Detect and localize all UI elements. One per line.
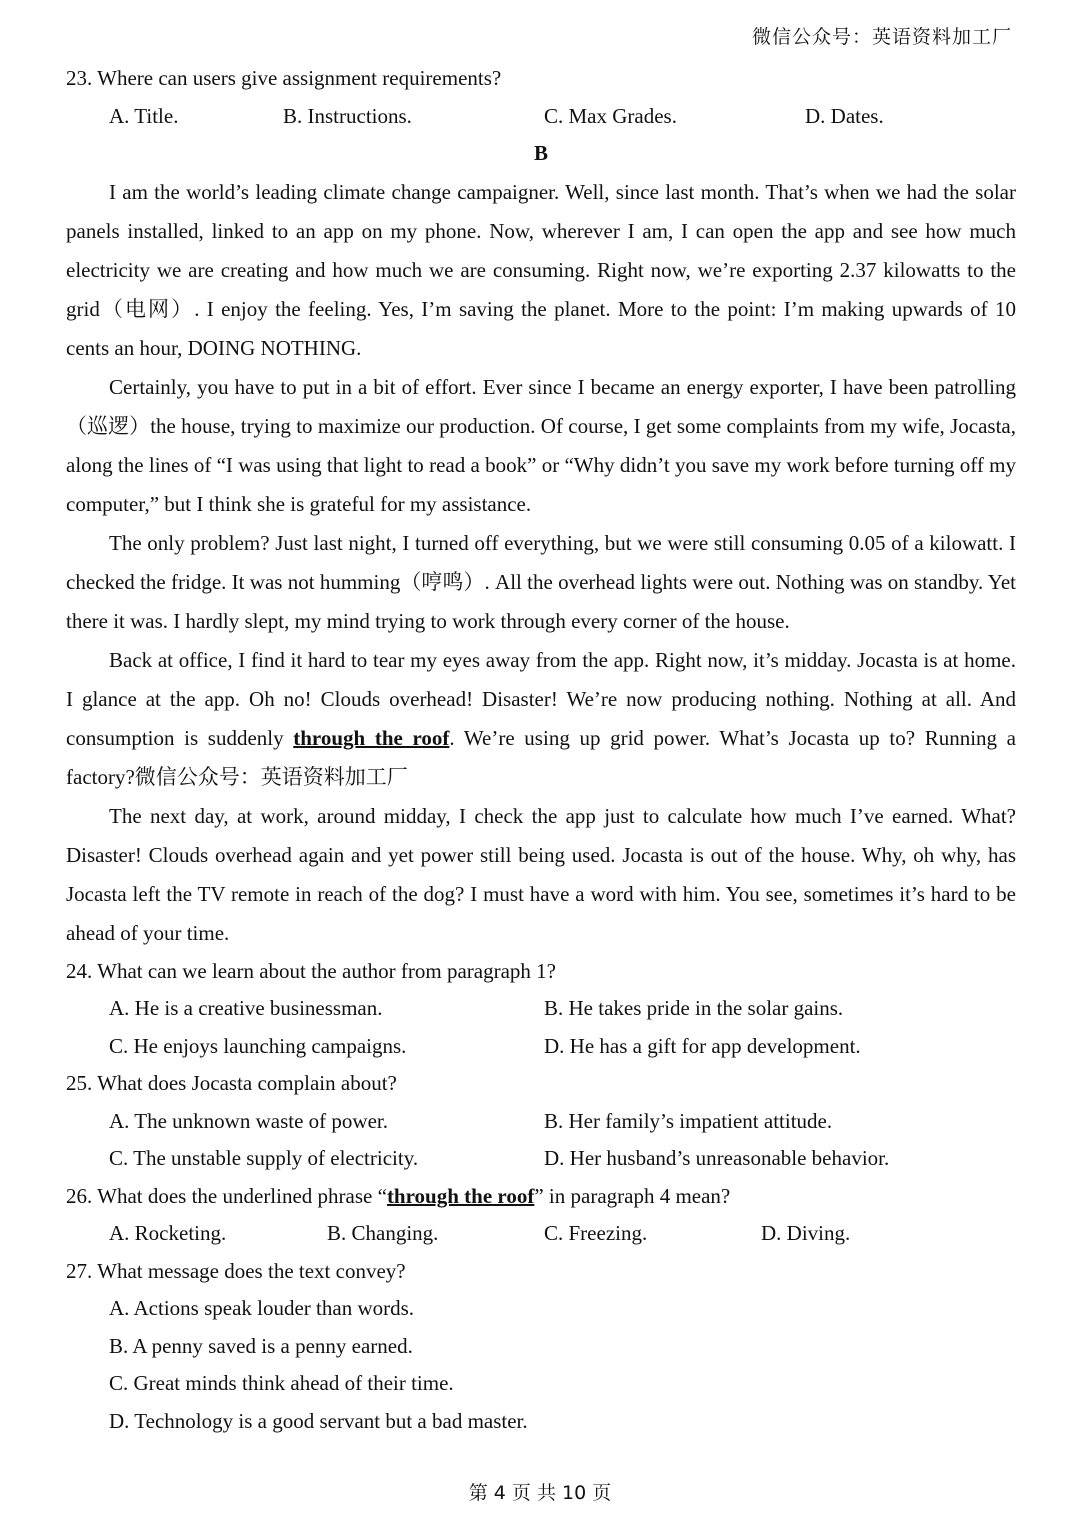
option-d: D. Diving.: [761, 1221, 851, 1245]
question-24-options-row-2: [66, 1028, 1016, 1066]
passage-paragraph-3: The only problem? Just last night, I turned off everything, but we were still consuming 0.05 of a kilowatt. I checked the fridge. It was not humming（哼鸣）. All the overhead lights were out. Nothing was on standby. Yet there it was. I hardly slept, my mind trying to work through every corner of the house.: [66, 530, 1016, 633]
option-b: B. He takes pride in the solar gains.: [544, 996, 844, 1020]
passage-paragraph-2: Certainly, you have to put in a bit of effort. Ever since I became an energy exporter, I have been patrolling（巡逻）the house, trying to maximize our production. Of course, I get some complaints from my wife, Jocasta, along the lines of “I was using that light to read a book” or “Why didn’t you save my work before turning off my computer,” but I think she is grateful for my assistance.: [66, 374, 1016, 516]
option-d: D. He has a gift for app development.: [544, 1033, 861, 1058]
exam-page-content: [66, 60, 1016, 1440]
question-25-options-row-2: [66, 1140, 1016, 1178]
option-c: C. Great minds think ahead of their time.: [109, 1371, 454, 1395]
question-25: 25. What does Jocasta complain about?: [66, 1071, 397, 1095]
passage-paragraph-5: The next day, at work, around midday, I check the app just to calculate how much I’ve earned. What? Disaster! Clouds overhead again and yet power still being used. Jocasta is out of the house. Why, oh why, has Jocasta left the TV remote in reach of the dog? I must have a word with him. You see, sometimes it’s hard to be ahead of your time.: [66, 803, 1016, 945]
underlined-phrase: through the roof: [293, 725, 450, 750]
passage-paragraph-4: [66, 641, 1016, 797]
page-number: 第 4 页 共 10 页: [468, 1482, 612, 1504]
option-d: D. Technology is a good servant but a bad master.: [109, 1408, 528, 1433]
option-c: C. The unstable supply of electricity.: [109, 1146, 419, 1170]
paragraph-4-text-after: . We’re using up grid power. What’s Jocasta up to? Running a factory?微信公众号：英语资料加工厂: [66, 725, 1016, 789]
option-a: A. The unknown waste of power.: [109, 1108, 388, 1133]
option-b: B. Changing.: [327, 1221, 439, 1245]
question-23-options: [66, 98, 1016, 136]
passage-paragraph-1: I am the world’s leading climate change campaigner. Well, since last month. That’s when we had the solar panels installed, linked to an app on my phone. Now, wherever I am, I can open the app and see how much electricity we are creating and how much we are consuming. Right now, we’re exporting 2.37 kilowatts to the grid（电网）. I enjoy the feeling. Yes, I’m saving the planet. More to the point: I’m making upwards of 10 cents an hour, DOING NOTHING.: [66, 179, 1016, 360]
question-24-options-row-1: [66, 990, 1016, 1028]
question-27: 27. What message does the text convey?: [66, 1258, 406, 1283]
question-25-options-row-1: [66, 1103, 1016, 1141]
option-c: C. He enjoys launching campaigns.: [109, 1033, 407, 1058]
option-a: A. He is a creative businessman.: [109, 996, 383, 1020]
underlined-phrase: through the roof: [386, 1183, 535, 1208]
option-d: D. Her husband’s unreasonable behavior.: [544, 1146, 890, 1170]
option-a: A. Rocketing.: [109, 1221, 227, 1245]
question-26: [66, 1178, 1016, 1216]
option-a: A. Actions speak louder than words.: [109, 1296, 415, 1320]
option-d: D. Dates.: [805, 103, 884, 128]
option-a: A. Title.: [109, 103, 179, 128]
option-b: B. Instructions.: [283, 103, 412, 128]
question-24: 24. What can we learn about the author from paragraph 1?: [66, 958, 556, 983]
option-c: C. Max Grades.: [544, 103, 677, 128]
question-26-options: [66, 1215, 1016, 1253]
paragraph-4-text-before: Back at office, I find it hard to tear my eyes away from the app. Right now, it’s midday. Jocasta is at home. I glance at the app. Oh no! Clouds overhead! Disaster! We’re now producing nothing. Nothing at all. And consumption is suddenly: [66, 647, 1016, 750]
option-c: C. Freezing.: [544, 1221, 648, 1245]
option-b: B. A penny saved is a penny earned.: [109, 1333, 413, 1358]
section-title: B: [533, 141, 548, 165]
question-26-text-after: ” in paragraph 4 mean?: [534, 1183, 731, 1208]
option-b: B. Her family’s impatient attitude.: [544, 1108, 833, 1133]
header-watermark: 微信公众号：英语资料加工厂: [751, 26, 1012, 48]
question-23: 23. Where can users give assignment requirements?: [66, 66, 502, 90]
question-26-text-before: 26. What does the underlined phrase “: [66, 1183, 387, 1208]
